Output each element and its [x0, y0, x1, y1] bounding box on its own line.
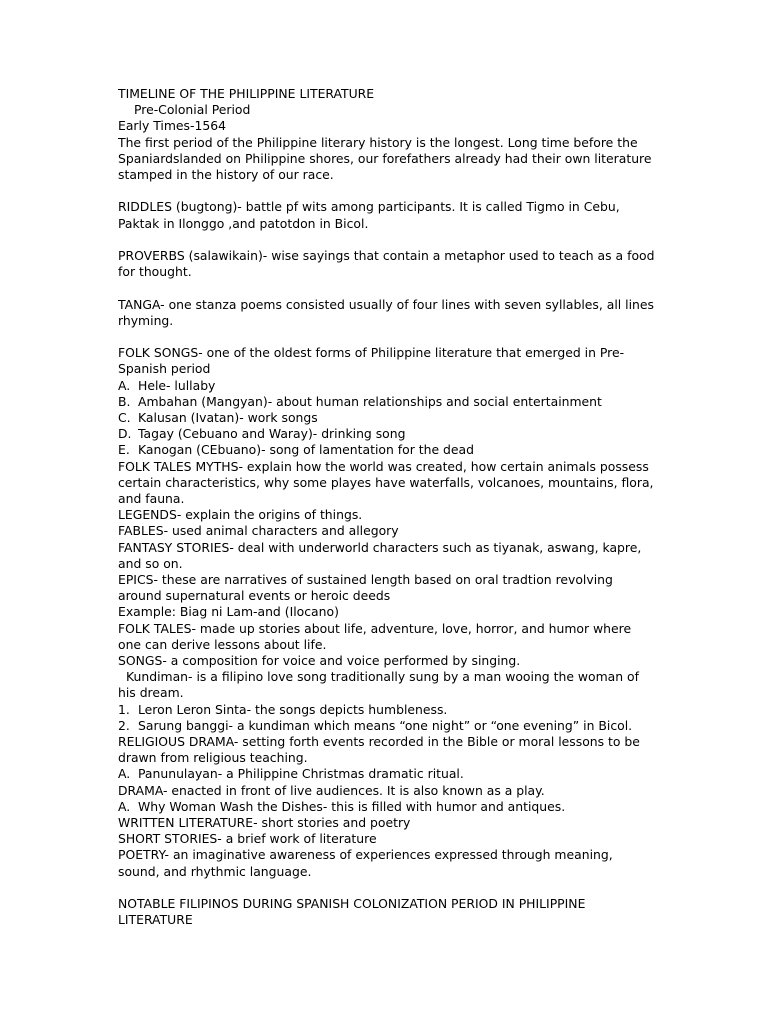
songs-paragraph: SONGS- a composition for voice and voice performed by singing. — [118, 653, 521, 669]
short-stories-paragraph: SHORT STORIES- a brief work of literature — [118, 831, 377, 847]
written-literature-paragraph: WRITTEN LITERATURE- short stories and poetry — [118, 815, 411, 831]
poetry-paragraph: POETRY- an imaginative awareness of experiences expressed through meaning, sound, and rhythmic language. — [118, 847, 613, 879]
intro-paragraph: The first period of the Philippine literary history is the longest. Long time before the Spaniardslanded on Philippine shores, our forefathers already had their own literature stamped in the history of our race. — [118, 134, 652, 183]
document-page — [118, 86, 658, 928]
list-item: A. Hele- lullaby — [118, 377, 216, 393]
fables-paragraph: FABLES- used animal characters and allegory — [118, 523, 399, 539]
list-item: A. Panunulayan- a Philippine Christmas dramatic ritual. — [118, 766, 464, 782]
folk-songs-paragraph: FOLK SONGS- one of the oldest forms of Philippine literature that emerged in Pre-Spanish period — [118, 345, 625, 377]
legends-paragraph: LEGENDS- explain the origins of things. — [118, 507, 363, 523]
folk-tales-paragraph: FOLK TALES- made up stories about life, adventure, love, horror, and humor where one can derive lessons about life. — [118, 620, 632, 652]
list-item: 1. Leron Leron Sinta- the songs depicts humbleness. — [118, 701, 448, 717]
notable-filipinos-heading: NOTABLE FILIPINOS DURING SPANISH COLONIZATION PERIOD IN PHILIPPINE LITERATURE — [118, 896, 586, 928]
list-item: D. Tagay (Cebuano and Waray)- drinking song — [118, 426, 406, 442]
kundiman-paragraph: Kundiman- is a filipino love song traditionally sung by a man wooing the woman of his dream. — [118, 669, 640, 701]
period-heading: Pre-Colonial Period — [134, 102, 251, 118]
proverbs-paragraph: PROVERBS (salawikain)- wise sayings that contain a metaphor used to teach as a food for thought. — [118, 248, 655, 280]
fantasy-paragraph: FANTASY STORIES- deal with underworld characters such as tiyanak, aswang, kapre, and so on. — [118, 539, 642, 571]
era-heading: Early Times-1564 — [118, 118, 227, 134]
folk-tales-myths-paragraph: FOLK TALES MYTHS- explain how the world was created, how certain animals possess certain characteristics, why some playes have waterfalls, volcanoes, mountains, flora, and fauna. — [118, 458, 654, 507]
epics-paragraph: EPICS- these are narratives of sustained length based on oral tradtion revolving around supernatural events or heroic deeds — [118, 572, 613, 604]
drama-paragraph: DRAMA- enacted in front of live audiences. It is also known as a play. — [118, 782, 545, 798]
document-title: TIMELINE OF THE PHILIPPINE LITERATURE — [118, 86, 375, 101]
religious-drama-paragraph: RELIGIOUS DRAMA- setting forth events recorded in the Bible or moral lessons to be drawn from religious teaching. — [118, 734, 640, 766]
list-item: A. Why Woman Wash the Dishes- this is filled with humor and antiques. — [118, 798, 566, 814]
list-item: C. Kalusan (Ivatan)- work songs — [118, 410, 318, 425]
epics-example: Example: Biag ni Lam-and (Ilocano) — [118, 604, 339, 620]
list-item: B. Ambahan (Mangyan)- about human relationships and social entertainment — [118, 393, 602, 409]
drama-list — [118, 799, 658, 815]
religious-list — [118, 766, 658, 782]
riddles-paragraph: RIDDLES (bugtong)- battle pf wits among participants. It is called Tigmo in Cebu, Paktak in Ilonggo ,and patotdon in Bicol. — [118, 199, 620, 231]
tanga-paragraph: TANGA- one stanza poems consisted usually of four lines with seven syllables, all lines rhyming. — [118, 296, 654, 328]
list-item: 2. Sarung banggi- a kundiman which means “one night” or “one evening” in Bicol. — [118, 717, 633, 733]
folk-song-list — [118, 378, 658, 459]
list-item: E. Kanogan (CEbuano)- song of lamentation for the dead — [118, 442, 474, 458]
kundiman-list — [118, 702, 658, 734]
